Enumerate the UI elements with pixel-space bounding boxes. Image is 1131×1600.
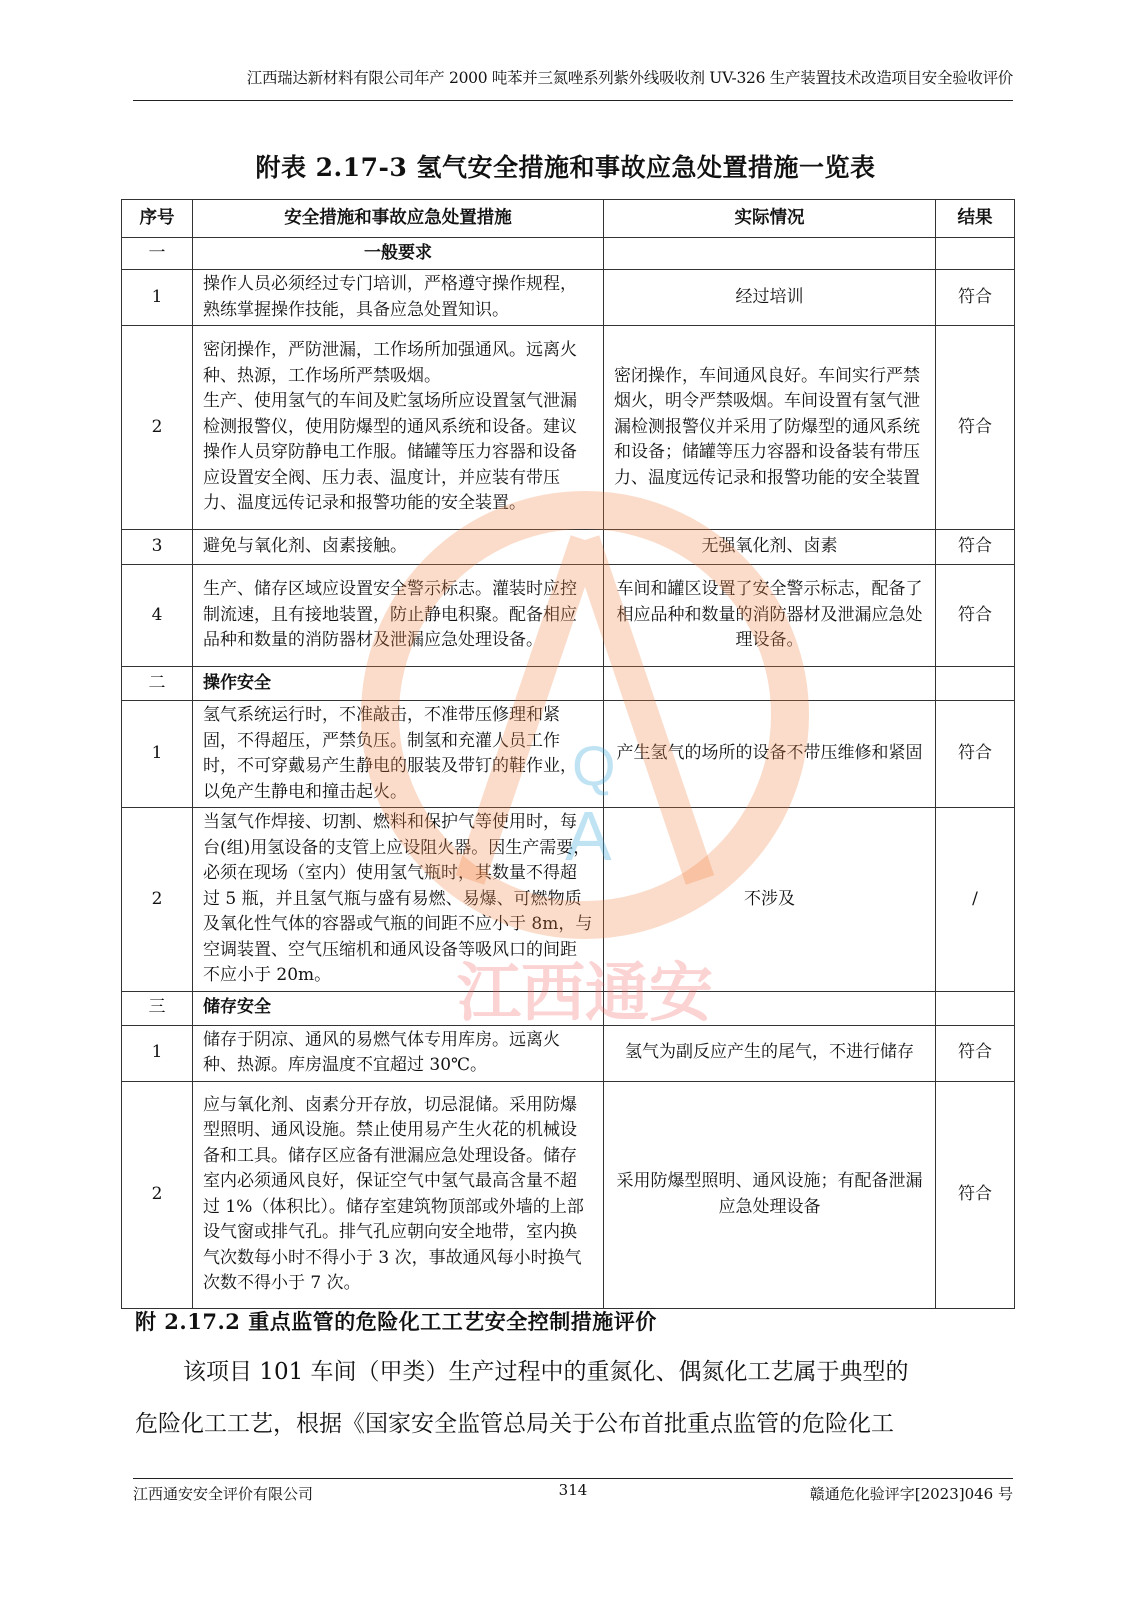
row-no: 4	[122, 565, 193, 667]
row-result: 符合	[936, 1081, 1015, 1308]
row-no: 1	[122, 1025, 193, 1081]
header-text: 江西瑞达新材料有限公司年产 2000 吨苯并三氮唑系列紫外线吸收剂 UV-326 生产装置技术改造项目安全验收评价	[246, 69, 1013, 87]
section-label: 一般要求	[193, 238, 604, 270]
row-no: 2	[122, 1081, 193, 1308]
table-row	[122, 565, 1015, 667]
footer-company: 江西通安安全评价有限公司	[133, 1485, 314, 1503]
section-no: 一	[122, 238, 193, 270]
paragraph-line: 危险化工工艺，根据《国家安全监管总局关于公布首批重点监管的危险化工	[135, 1411, 894, 1437]
empty-cell	[604, 991, 936, 1025]
empty-cell	[936, 991, 1015, 1025]
row-actual: 氢气为副反应产生的尾气，不进行储存	[604, 1025, 936, 1081]
table-row	[122, 701, 1015, 808]
row-result: 符合	[936, 326, 1015, 530]
section-label: 操作安全	[193, 667, 604, 701]
page-number: 314	[558, 1481, 588, 1499]
hydrogen-safety-table	[121, 199, 1015, 1309]
body-paragraph	[135, 1346, 995, 1450]
table-header-row	[122, 200, 1015, 238]
row-actual: 无强氧化剂、卤素	[604, 530, 936, 565]
row-no: 1	[122, 701, 193, 808]
row-measure: 氢气系统运行时，不准敲击，不准带压修理和紧固，不得超压，严禁负压。制氢和充灌人员工作时，不可穿戴易产生静电的服装及带钉的鞋作业，以免产生静电和撞击起火。	[193, 701, 604, 808]
section-row-general	[122, 238, 1015, 270]
header-measure: 安全措施和事故应急处置措施	[193, 200, 604, 238]
section-row-storage	[122, 991, 1015, 1025]
row-no: 1	[122, 270, 193, 326]
row-measure: 密闭操作，严防泄漏，工作场所加强通风。远离火种、热源，工作场所严禁吸烟。 生产、使用氢气的车间及贮氢场所应设置氢气泄漏检测报警仪，使用防爆型的通风系统和设备。建议操作人员穿防静电工作服。储罐等压力容器和设备应设置安全阀、压力表、温度计，并应装有带压力、温度远传记录和报警功能的安全装置。	[193, 326, 604, 530]
empty-cell	[604, 667, 936, 701]
row-actual: 密闭操作，车间通风良好。车间实行严禁烟火，明令严禁吸烟。车间设置有氢气泄漏检测报警仪并采用了防爆型的通风系统和设备；储罐等压力容器和设备装有带压力、温度远传记录和报警功能的安全装置	[604, 326, 936, 530]
paragraph-line: 该项目 101 车间（甲类）生产过程中的重氮化、偶氮化工艺属于典型的	[183, 1359, 909, 1385]
row-measure: 避免与氧化剂、卤素接触。	[193, 530, 604, 565]
table-row	[122, 1025, 1015, 1081]
row-measure: 应与氧化剂、卤素分开存放，切忌混储。采用防爆型照明、通风设施。禁止使用易产生火花的机械设备和工具。储存区应备有泄漏应急处理设备。储存室内必须通风良好，保证空气中氢气最高含量不超过 1%（体积比）。储存室建筑物顶部或外墙的上部设气窗或排气孔。排气孔应朝向安全地带，室内换气次数每小时不得小于 3 次，事故通风每小时换气次数不得小于 7 次。	[193, 1081, 604, 1308]
row-actual: 产生氢气的场所的设备不带压维修和紧固	[604, 701, 936, 808]
row-actual: 采用防爆型照明、通风设施；有配备泄漏应急处理设备	[604, 1081, 936, 1308]
empty-cell	[604, 238, 936, 270]
watermark-text: 江西通安	[457, 957, 713, 1031]
row-result: 符合	[936, 1025, 1015, 1081]
row-measure: 当氢气作焊接、切割、燃料和保护气等使用时，每台(组)用氢设备的支管上应设阻火器。因生产需要，必须在现场（室内）使用氢气瓶时，其数量不得超过 5 瓶，并且氢气瓶与盛有易燃、易爆、可燃物质及氧化性气体的容器或气瓶的间距不应小于 8m，与空调装置、空气压缩机和通风设备等吸风口的间距不应小于 20m。	[193, 808, 604, 992]
section-no: 三	[122, 991, 193, 1025]
row-result: 符合	[936, 701, 1015, 808]
row-result: 符合	[936, 530, 1015, 565]
section-subheading: 附 2.17.2 重点监管的危险化工工艺安全控制措施评价	[135, 1309, 657, 1334]
header-actual: 实际情况	[604, 200, 936, 238]
table-title: 附表 2.17-3 氢气安全措施和事故应急处置措施一览表	[255, 153, 876, 182]
row-no: 3	[122, 530, 193, 565]
row-measure: 生产、储存区域应设置安全警示标志。灌装时应控制流速，且有接地装置，防止静电积聚。配备相应品种和数量的消防器材及泄漏应急处理设备。	[193, 565, 604, 667]
row-actual: 不涉及	[604, 808, 936, 992]
row-measure: 操作人员必须经过专门培训，严格遵守操作规程，熟练掌握操作技能，具备应急处置知识。	[193, 270, 604, 326]
section-label: 储存安全	[193, 991, 604, 1025]
row-actual: 经过培训	[604, 270, 936, 326]
watermark-letter-a: A	[565, 797, 612, 875]
watermark-letter-q: Q	[572, 734, 616, 797]
table-row	[122, 530, 1015, 565]
row-no: 2	[122, 808, 193, 992]
row-no: 2	[122, 326, 193, 530]
row-measure: 储存于阴凉、通风的易燃气体专用库房。远离火种、热源。库房温度不宜超过 30℃。	[193, 1025, 604, 1081]
row-result: 符合	[936, 270, 1015, 326]
section-row-operation	[122, 667, 1015, 701]
page-footer	[133, 1478, 1013, 1507]
header-result: 结果	[936, 200, 1015, 238]
table-row	[122, 326, 1015, 530]
empty-cell	[936, 667, 1015, 701]
table-row	[122, 270, 1015, 326]
row-result: /	[936, 808, 1015, 992]
table-row	[122, 1081, 1015, 1308]
row-actual: 车间和罐区设置了安全警示标志，配备了相应品种和数量的消防器材及泄漏应急处理设备。	[604, 565, 936, 667]
section-no: 二	[122, 667, 193, 701]
table-row	[122, 808, 1015, 992]
page-header	[133, 64, 1013, 101]
footer-doc-number: 赣通危化验评字[2023]046 号	[809, 1485, 1013, 1503]
row-result: 符合	[936, 565, 1015, 667]
empty-cell	[936, 238, 1015, 270]
header-no: 序号	[122, 200, 193, 238]
